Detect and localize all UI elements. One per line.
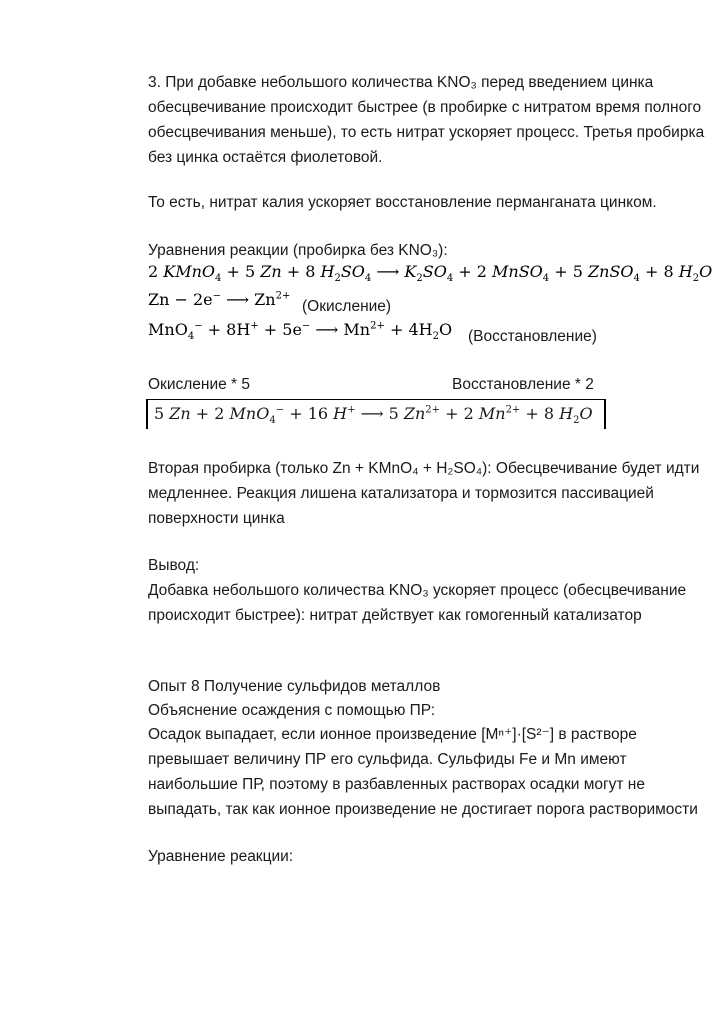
paragraph-item-3: 3. При добавке небольшого количества KNO₃ перед введением цинка обесцвечивание происходит быстрее (в пробирке с нитратом время полного обесцвечивания меньше), то есть нитрат ускоряет процесс. Третья пробирка без цинка остаётся фиолетовой.	[148, 74, 705, 166]
exp8-subtitle: Объяснение осаждения с помощью ПР:	[148, 702, 436, 719]
conclusion-text: Добавка небольшого количества KNO₃ ускоряет процесс (обесцвечивание происходит быстрее): нитрат действует как гомогенный катализатор	[148, 582, 687, 624]
reduction-note: (Восстановление)	[468, 328, 597, 345]
oxidation-note: (Окисление)	[302, 298, 392, 315]
conclusion-label: Вывод:	[148, 557, 200, 574]
equations-heading: Уравнения реакции (пробирка без KNO₃):	[148, 242, 448, 259]
paragraph-conclusion-short: То есть, нитрат калия ускоряет восстановление перманганата цинком.	[148, 194, 657, 211]
oxidation-factor: Окисление * 5	[148, 376, 251, 393]
exp8-equation-label: Уравнение реакции:	[148, 848, 294, 865]
oxidation-half-reaction: Zn − 2e− ⟶ $Zn^{2+}$	[148, 290, 291, 309]
reduction-half-reaction: MnO$_4$− + 8H+ + 5e− ⟶ $Mn^{2+} + 4H_2O$	[148, 320, 453, 343]
exp8-title: Опыт 8 Получение сульфидов металлов	[148, 678, 441, 695]
molecular-equation: 2 KMnO$_4$ + 5 Zn + 8 $H_2SO_4$ ⟶ $K_2SO_4 + 2$ MnSO$_4$ + 5 ZnSO$_4$ + 8 $H_2O$	[148, 262, 713, 285]
reduction-factor: Восстановление * 2	[452, 376, 594, 393]
net-ionic-equation-box: 5 Zn + 2 MnO$_4$− + 16 H+ ⟶ 5 $Zn^{2+} + 2$ $Mn^{2+} + 8$ $H_2O$	[146, 399, 606, 429]
paragraph-second-tube: Вторая пробирка (только Zn + KMnO₄ + H₂SO₄): Обесцвечивание будет идти медленнее. Реакция лишена катализатора и тормозится пассивацией поверхности цинка	[148, 460, 700, 527]
exp8-text: Осадок выпадает, если ионное произведение [Mⁿ⁺]·[S²⁻] в растворе превышает величину ПР его сульфида. Сульфиды Fe и Mn имеют наибольшие ПР, поэтому в разбавленных растворах осадки могут не выпадать, так как ионное произведение не достигает порога растворимости	[148, 726, 698, 818]
